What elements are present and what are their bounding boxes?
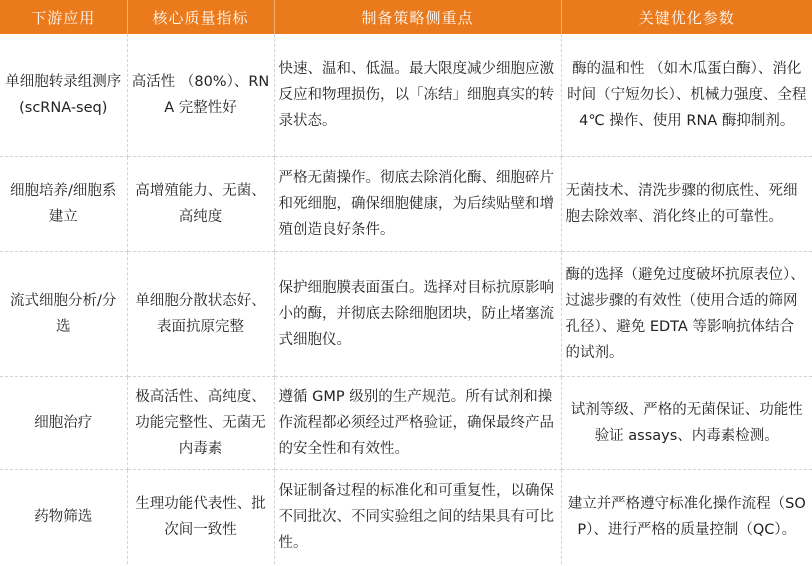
- table-row: [0, 34, 812, 157]
- header-strategy: 制备策略侧重点: [274, 0, 561, 34]
- cell-application: 流式细胞分析/分选: [0, 252, 127, 377]
- cell-quality: 生理功能代表性、批次间一致性: [127, 470, 274, 565]
- cell-parameters: 试剂等级、严格的无菌保证、功能性验证 assays、内毒素检测。: [561, 377, 812, 470]
- cell-application: 药物筛选: [0, 470, 127, 565]
- cell-quality: 极高活性、高纯度、功能完整性、无菌无内毒素: [127, 377, 274, 470]
- cell-parameters: 酶的温和性 （如木瓜蛋白酶）、消化时间（宁短勿长）、机械力强度、全程 4℃ 操作、使用 RNA 酶抑制剂。: [561, 34, 812, 157]
- table-row: [0, 157, 812, 252]
- cell-strategy: 快速、温和、低温。最大限度减少细胞应激反应和物理损伤，以「冻结」细胞真实的转录状态。: [274, 34, 561, 157]
- cell-strategy: 保护细胞膜表面蛋白。选择对目标抗原影响小的酶，并彻底去除细胞团块，防止堵塞流式细胞仪。: [274, 252, 561, 377]
- cell-strategy: 严格无菌操作。彻底去除消化酶、细胞碎片和死细胞，确保细胞健康，为后续贴壁和增殖创造良好条件。: [274, 157, 561, 252]
- cell-parameters: 酶的选择（避免过度破坏抗原表位）、过滤步骤的有效性（使用合适的筛网孔径）、避免 EDTA 等影响抗体结合的试剂。: [561, 252, 812, 377]
- table-header-row: [0, 0, 812, 34]
- cell-application: 细胞治疗: [0, 377, 127, 470]
- cell-strategy: 保证制备过程的标准化和可重复性，以确保不同批次、不同实验组之间的结果具有可比性。: [274, 470, 561, 565]
- cell-parameters: 建立并严格遵守标准化操作流程（SOP）、进行严格的质量控制（QC）。: [567, 496, 806, 538]
- cell-parameters: 无菌技术、清洗步骤的彻底性、死细胞去除效率、消化终止的可靠性。: [561, 157, 812, 252]
- cell-quality: 高活性 （80%）、RNA 完整性好: [127, 34, 274, 157]
- cell-quality: 高增殖能力、无菌、高纯度: [127, 157, 274, 252]
- header-parameters: 关键优化参数: [561, 0, 812, 34]
- cell-application: 单细胞转录组测序 (scRNA-seq): [0, 34, 127, 157]
- cell-strategy: 遵循 GMP 级别的生产规范。所有试剂和操作流程都必须经过严格验证，确保最终产品的安全性和有效性。: [274, 377, 561, 470]
- header-application: 下游应用: [0, 0, 127, 34]
- header-quality: 核心质量指标: [127, 0, 274, 34]
- table-row: [0, 470, 812, 565]
- table-row: [0, 252, 812, 377]
- cell-quality: 单细胞分散状态好、表面抗原完整: [127, 252, 274, 377]
- table-row: [0, 377, 812, 470]
- cell-application: 细胞培养/细胞系建立: [0, 157, 127, 252]
